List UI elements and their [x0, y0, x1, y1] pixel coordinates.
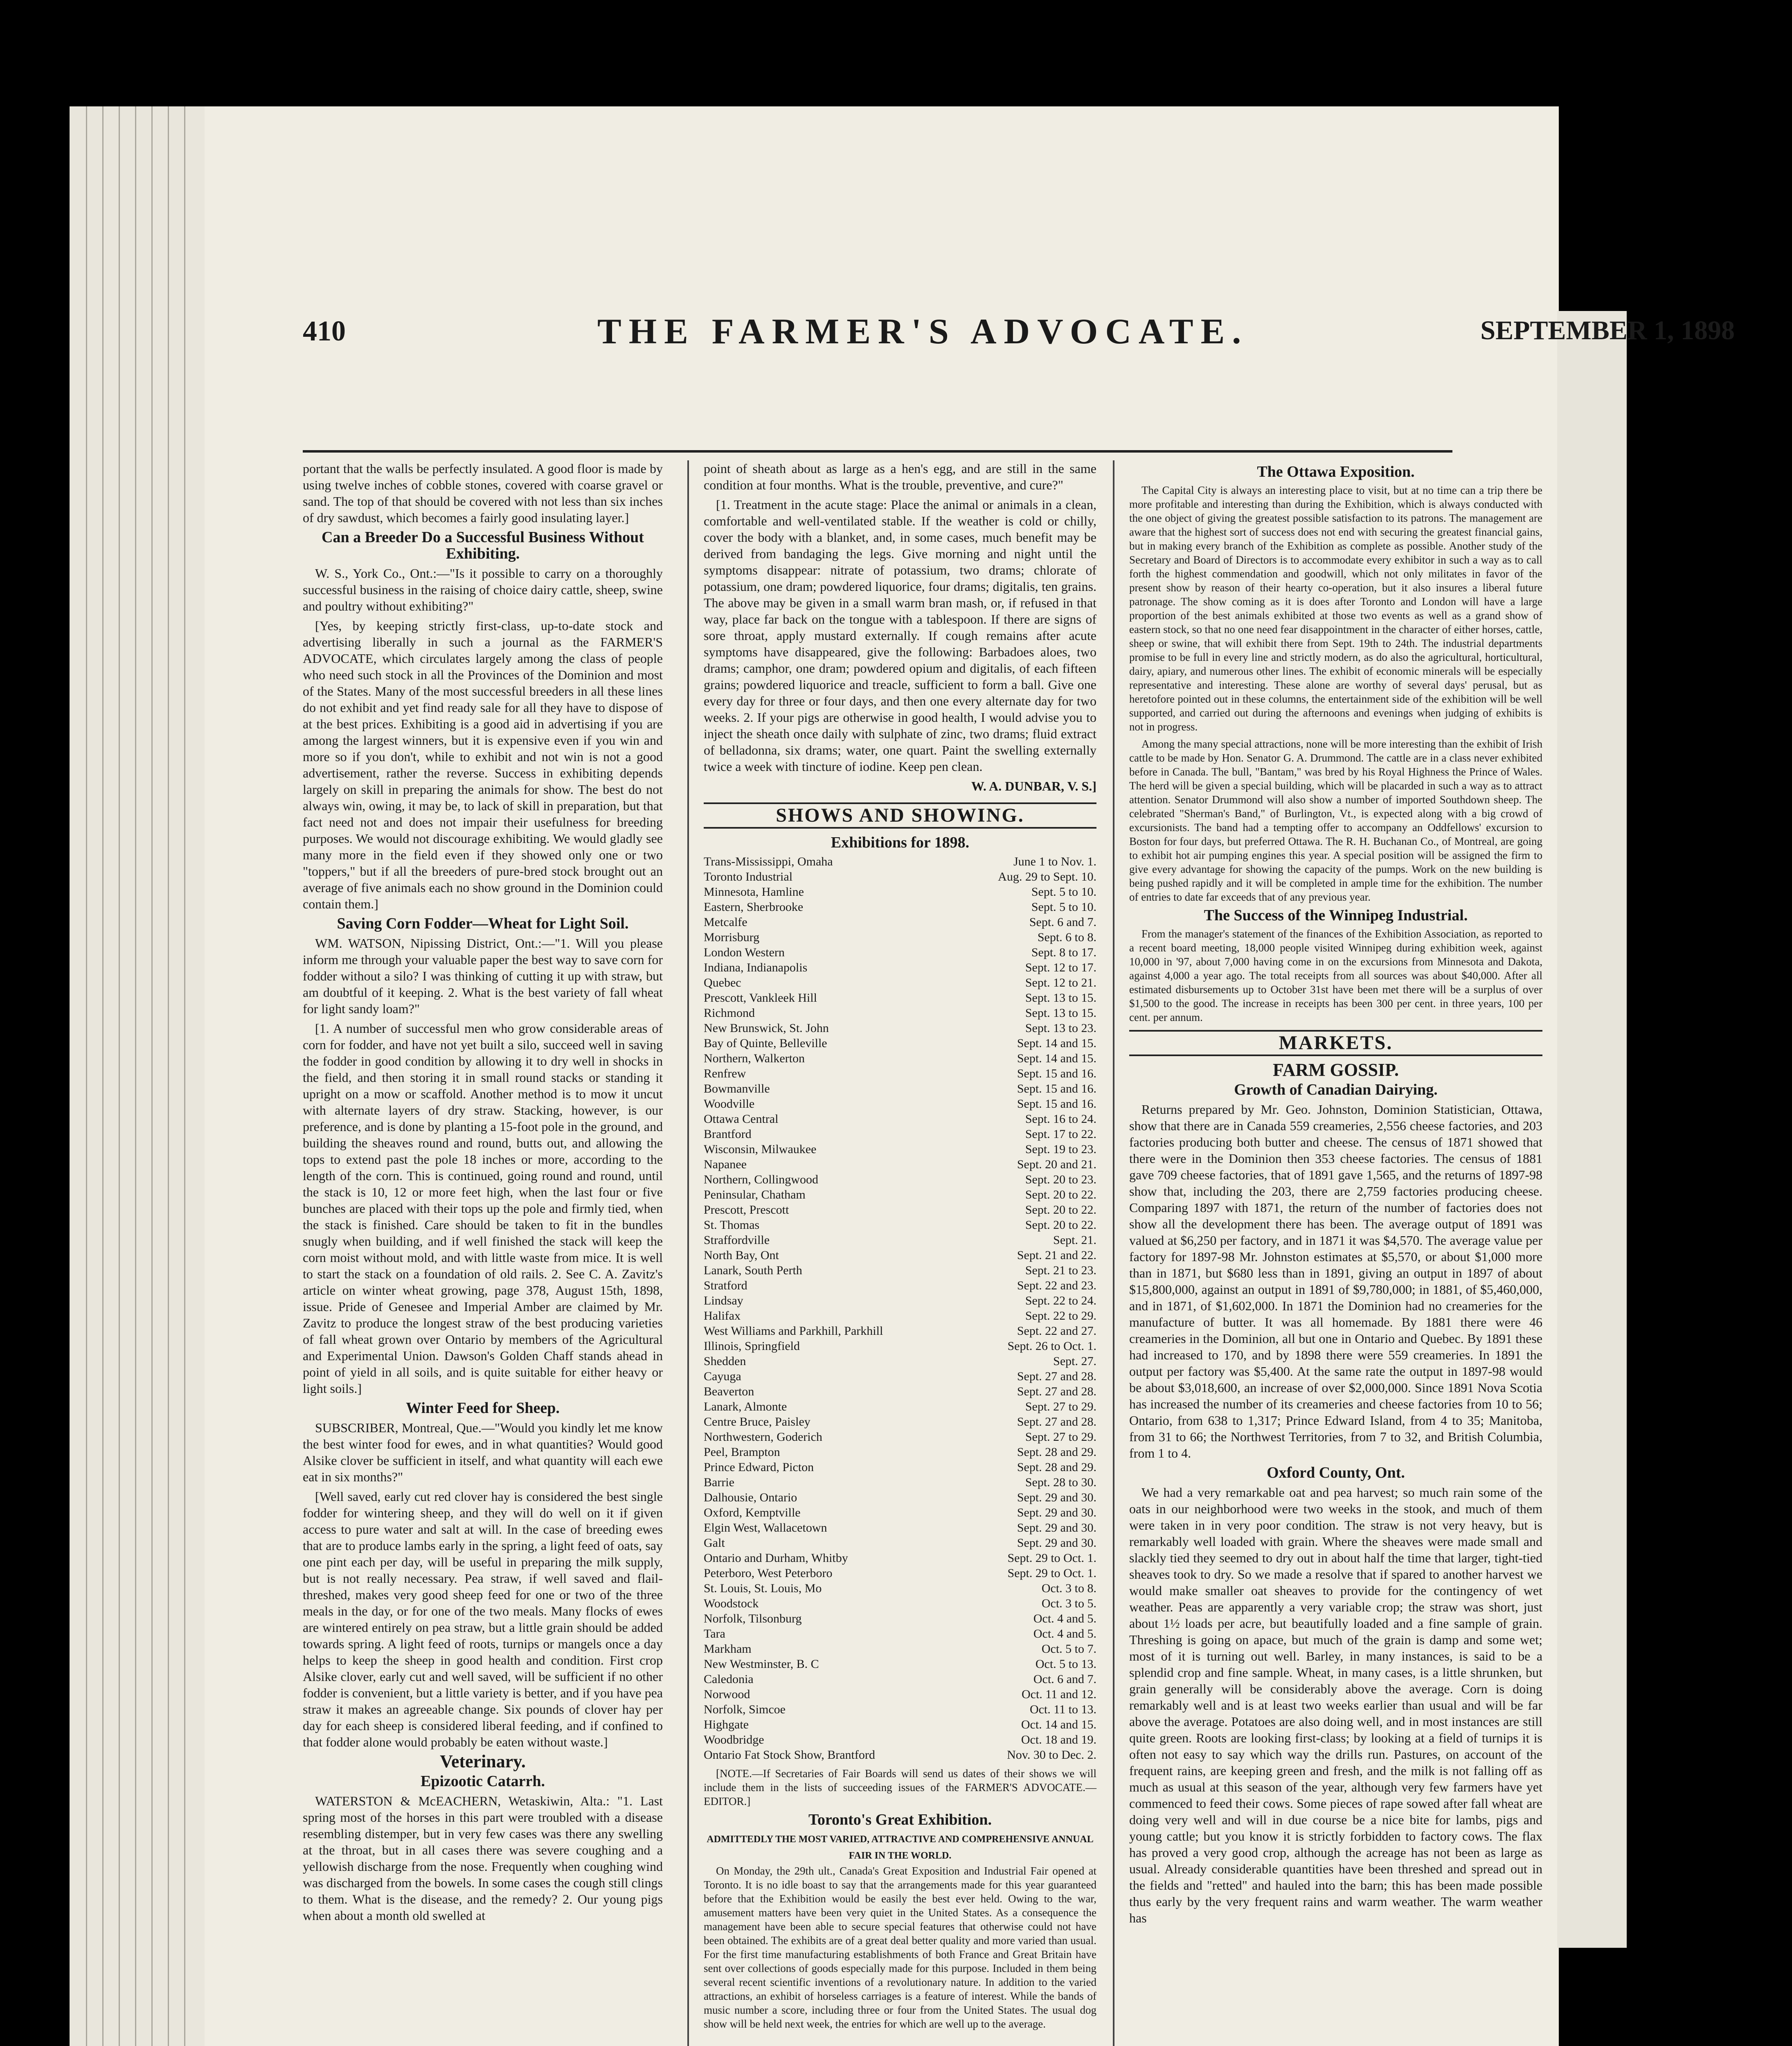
editor-note: [NOTE.—If Secretaries of Fair Boards will send us dates of their shows we will include them in the lists of succeeding issues of the FARMER'S ADVOCATE.—EDITOR.] [704, 1767, 1096, 1807]
exhibition-dates: Sept. 6 to 8. [1037, 931, 1096, 944]
exhibition-row [704, 1021, 1096, 1036]
exhibition-dates: Sept. 29 to Oct. 1. [1007, 1566, 1096, 1580]
exhibition-place: Northern, Walkerton [704, 1052, 805, 1065]
heading-winter-feed: Winter Feed for Sheep. [406, 1399, 560, 1417]
exhibition-dates: Sept. 20 to 22. [1025, 1218, 1096, 1232]
column-rule-1 [687, 460, 689, 2046]
exhibition-dates: Oct. 11 and 12. [1021, 1688, 1096, 1701]
exhibition-row [704, 1066, 1096, 1081]
exhibition-row [704, 1308, 1096, 1323]
paragraph: Among the many special attractions, none will be more interesting than the exhibit of Irish cattle to be made by Hon. Senator G. A. Drummond. The cattle are in a class never exhibited before in Canada. The bull, "Bantam," was bred by his Royal Highness the Prince of Wales. The herd will be given a special building, which will be placarded in such a way as to attract attention. Senator Drummond will also show a number of imported Southdown sheep. The celebrated "Sherman's Band," of Burlington, Vt., is expected along with a big crowd of excursionists. The band had a tempting offer to accompany an Oddfellows' excursion to Boston for four days, but preferred Ottawa. The R. H. Buchanan Co., of Montreal, are going to exhibit hot air pumping engines this year. A special position will be assigned the firm to give every advantage for showing the capacity of the pumps. Work on the new building is being pushed rapidly and it will be completed in ample time for the exhibition. The number of entries to date far exceeds that of any previous year. [1129, 738, 1542, 903]
exhibition-place: Metcalfe [704, 915, 747, 929]
exhibition-dates: Oct. 3 to 5. [1041, 1597, 1096, 1610]
exhibition-dates: Sept. 20 to 22. [1025, 1203, 1096, 1217]
exhibition-dates: Sept. 22 to 24. [1025, 1294, 1096, 1307]
exhibition-dates: Sept. 5 to 10. [1031, 885, 1096, 899]
exhibition-row [704, 1581, 1096, 1596]
paragraph: We had a very remarkable oat and pea harvest; so much rain some of the oats in our neighborhood were two weeks in the stook, and much of them were taken in in very poor condition. The straw is not very heavy, but is remarkably well loaded with grain. Where the sheaves were made small and slackly tied they seemed to dry out in about half the time that larger, tight-tied sheaves took to dry. So we made a resolve that if spared to another harvest we would make smaller oat sheaves to provide for the contingency of wet weather. Peas are apparently a very variable crop; the straw was short, just about 1½ loads per acre, but beautifully loaded and a fine sample of grain. Threshing is going on apace, but much of the grain is damp and some wet; most of it is turning out well. Barley, in many instances, is said to be a splendid crop and fine sample. Wheat, in many cases, is a little shrunken, but grain generally will be considerably above the average. Corn is doing remarkably well and is at least two weeks earlier than usual and will be far above the average. Potatoes are also doing well, and in most instances are still quite green. Roots are looking first-class; by looking at a field of turnips it is often not easy to say which way the drills run. Pastures, on account of the frequent rains, are keeping green and fresh, and the milk is not falling off as much as usual at this season of the year, although very few farmers have yet commenced to feed their cows. Some pieces of rape sowed after fall wheat are doing very well and will in due course be a nice bite for lambs, pigs and young cattle; but you know it is strictly forbidden to factory cows. The flax has proved a very good crop, although the acreage has not been as large as usual. Already considerable quantities have been threshed and spread out in the fields and "retted" and hauled into the barn; this has been made possible thus early by the very frequent rains and warm weather. The warm weather has [1129, 1485, 1542, 1925]
exhibition-row [704, 990, 1096, 1005]
exhibition-row [704, 1520, 1096, 1535]
exhibition-row [704, 930, 1096, 945]
exhibition-row [704, 1460, 1096, 1475]
subheading-toronto: ADMITTEDLY THE MOST VARIED, ATTRACTIVE AND COMPREHENSIVE ANNUAL FAIR IN THE WORLD. [707, 1834, 1094, 1861]
exhibition-dates: Sept. 29 to Oct. 1. [1007, 1551, 1096, 1565]
exhibition-dates: Sept. 20 to 22. [1025, 1188, 1096, 1201]
exhibition-place: Stratford [704, 1279, 747, 1292]
heading-breeder-exhibiting: Can a Breeder Do a Successful Business Without Exhibiting. [322, 529, 644, 562]
exhibition-row [704, 1354, 1096, 1369]
heading-toronto-exhibition: Toronto's Great Exhibition. [808, 1811, 992, 1828]
signature: W. A. DUNBAR, V. S.] [971, 779, 1096, 793]
exhibition-dates: Sept. 20 to 23. [1025, 1173, 1096, 1186]
exhibition-row [704, 1611, 1096, 1626]
heading-epizootic-catarrh: Epizootic Catarrh. [421, 1773, 545, 1790]
exhibition-dates: Sept. 29 and 30. [1017, 1491, 1096, 1504]
heading-corn-fodder: Saving Corn Fodder—Wheat for Light Soil. [337, 915, 629, 932]
paragraph: point of sheath about as large as a hen's egg, and are still in the same condition at four months. What is the trouble, preventive, and cure?" [704, 461, 1096, 492]
question: W. S., York Co., Ont.:—"Is it possible to carry on a thoroughly successful business in the raising of choice dairy cattle, sheep, swine and poultry without exhibiting?" [303, 566, 663, 613]
exhibition-row [704, 1248, 1096, 1263]
exhibition-place: Lanark, South Perth [704, 1264, 802, 1277]
exhibition-place: Cayuga [704, 1370, 741, 1383]
exhibition-dates: Sept. 27. [1053, 1354, 1096, 1368]
exhibition-row [704, 1444, 1096, 1460]
column-2 [704, 460, 1096, 2046]
paragraph: portant that the walls be perfectly insulated. A good floor is made by using twelve inches of cobble stones, covered with coarse gravel or sand. The top of that should be covered with not less than six inches of dry sawdust, which becomes a fairly good insulating layer.] [303, 461, 663, 525]
exhibition-row [704, 1732, 1096, 1747]
column-1 [303, 460, 663, 2046]
exhibition-place: Norwood [704, 1688, 750, 1701]
question: WATERSTON & McEACHERN, Wetaskiwin, Alta.: "1. Last spring most of the horses in this part were troubled with a disease resembling distemper, but in very few cases was there any swelling at the throat, but in all cases there was severe coughing and a yellowish discharge from the nose. Frequently when coughing wind was discharged from the bowels. In some cases the cough still clings to them. What is the disease, and the remedy? 2. Our young pigs when about a month old swelled at [303, 1794, 663, 1923]
exhibition-place: Wisconsin, Milwaukee [704, 1142, 817, 1156]
exhibition-place: Peel, Brampton [704, 1445, 780, 1459]
exhibition-dates: Oct. 4 and 5. [1033, 1627, 1096, 1640]
exhibition-place: Norfolk, Tilsonburg [704, 1612, 802, 1625]
exhibition-row [704, 869, 1096, 884]
exhibition-dates: Oct. 11 to 13. [1029, 1703, 1096, 1716]
page-number: 410 [303, 315, 346, 347]
exhibition-row [704, 1717, 1096, 1732]
exhibition-dates: Sept. 5 to 10. [1031, 900, 1096, 914]
exhibition-row [704, 1172, 1096, 1187]
answer: [1. Treatment in the acute stage: Place the animal or animals in a clean, comfortable and well-ventilated stable. If the weather is cold or chilly, cover the body with a blanket, and, in some cases, much benefit may be derived from bandaging the legs. Give morning and night until the symptoms disappear: nitrate of potassium, two drams; chlorate of potassium, one dram; powdered liquorice, four drams; digitalis, ten grains. The above may be given in a small warm bran mash, or, if refused in that way, place far back on the tongue with a tablespoon. If there are signs of sore throat, apply mustard externally. If cough remains after acute symptoms have disappeared, give the following: Barbadoes aloes, two drams; camphor, one dram; powdered opium and digitalis, of each fifteen grains; powdered liquorice and treacle, sufficient to form a ball. Give one every day for three or four days, and then one every alternate day for two weeks. 2. If your pigs are otherwise in good health, I would advise you to inject the sheath once daily with sulphate of zinc, two drams; fluid extract of belladonna, six drams; water, one quart. Paint the swelling externally twice a week with tincture of iodine. Keep pen clean. [704, 497, 1096, 774]
exhibition-dates: Oct. 5 to 7. [1041, 1642, 1096, 1656]
exhibition-place: New Brunswick, St. John [704, 1021, 829, 1035]
exhibition-place: Dalhousie, Ontario [704, 1491, 797, 1504]
exhibition-row [704, 1702, 1096, 1717]
exhibition-place: Shedden [704, 1354, 746, 1368]
heading-farm-gossip: FARM GOSSIP. [1272, 1060, 1399, 1080]
exhibitions-list [704, 854, 1096, 1762]
exhibition-place: Peterboro, West Peterboro [704, 1566, 833, 1580]
column-3 [1129, 460, 1542, 2046]
exhibition-dates: Sept. 6 and 7. [1029, 915, 1096, 929]
exhibition-row [704, 1626, 1096, 1641]
heading-veterinary: Veterinary. [440, 1751, 526, 1771]
exhibition-dates: Sept. 13 to 15. [1025, 991, 1096, 1005]
exhibition-row [704, 1505, 1096, 1520]
exhibition-row [704, 1051, 1096, 1066]
exhibition-row [704, 1338, 1096, 1354]
exhibition-place: St. Louis, St. Louis, Mo [704, 1582, 822, 1595]
exhibition-dates: Oct. 3 to 8. [1041, 1582, 1096, 1595]
heading-ottawa-exposition: The Ottawa Exposition. [1257, 463, 1415, 480]
exhibition-place: Indiana, Indianapolis [704, 961, 808, 974]
page-header [303, 311, 1792, 356]
exhibition-row [704, 1550, 1096, 1566]
exhibition-place: Oxford, Kemptville [704, 1506, 801, 1519]
header-rule [303, 450, 1452, 453]
exhibition-row [704, 1142, 1096, 1157]
exhibition-place: Woodville [704, 1097, 755, 1111]
exhibition-row [704, 1111, 1096, 1127]
exhibition-dates: Sept. 12 to 21. [1025, 976, 1096, 989]
exhibition-dates: Sept. 21 to 23. [1025, 1264, 1096, 1277]
adjacent-page-strip [1557, 311, 1627, 1948]
exhibition-row [704, 1490, 1096, 1505]
answer: [1. A number of successful men who grow considerable areas of corn for fodder, and have not yet built a silo, succeed well in saving the fodder in good condition by allowing it to dry well in shocks in the field, and then storing it in small round stacks or standing it upright on a mow or scaffold. Another method is to mow it uncut with alternate layers of dry straw. Stacking, however, is our preference, and is done by planting a 15-foot pole in the ground, and building the sheaves round and round, butts out, and allowing the tops to extend past the pole 18 inches or more, according to the length of the corn. This is continued, going round and round, until the stack is 10, 12 or more feet high, when the last four or five bunches are placed with their tops up the pole and firmly tied, when the stack is finished. Care should be taken to fit in the bundles snugly when building, and if well finished the stack will keep the corn moist without mold, and with little waste from mice. It is well to start the stack on a foundation of old rails. 2. See C. A. Zavitz's article on winter wheat growing, page 378, August 15th, 1898, issue. Pride of Genesee and Imperial Amber are claimed by Mr. Zavitz to produce the longest straw of the best producing varieties of fall wheat grown over Ontario by members of the Agricultural and Experimental Union. Dawson's Golden Chaff stands ahead in point of yield in all soils, and is quite suitable for either heavy or light soils.] [303, 1021, 663, 1396]
exhibition-place: Minnesota, Hamline [704, 885, 804, 899]
exhibition-dates: Sept. 22 to 29. [1025, 1309, 1096, 1323]
exhibition-place: Quebec [704, 976, 741, 989]
question: SUBSCRIBER, Montreal, Que.—"Would you kindly let me know the best winter food for ewes, and in what quantities? Would good Alsike clover be sufficient in itself, and what quantity will each ewe eat in six months?" [303, 1420, 663, 1484]
exhibition-place: Elgin West, Wallacetown [704, 1521, 827, 1534]
exhibition-dates: Sept. 27 and 28. [1017, 1415, 1096, 1429]
exhibition-dates: Sept. 21. [1053, 1233, 1096, 1247]
exhibition-place: New Westminster, B. C [704, 1657, 819, 1671]
exhibition-dates: Sept. 20 and 21. [1017, 1158, 1096, 1171]
issue-date: SEPTEMBER 1, 1898 [1480, 315, 1735, 345]
exhibition-dates: Oct. 6 and 7. [1033, 1672, 1096, 1686]
newspaper-title: THE FARMER'S ADVOCATE. [597, 312, 1249, 352]
exhibition-dates: Sept. 21 and 22. [1017, 1248, 1096, 1262]
exhibition-dates: Oct. 5 to 13. [1035, 1657, 1096, 1671]
exhibition-dates: Sept. 27 to 29. [1025, 1400, 1096, 1413]
exhibition-dates: Sept. 19 to 23. [1025, 1142, 1096, 1156]
exhibition-dates: Oct. 4 and 5. [1033, 1612, 1096, 1625]
exhibition-place: Norfolk, Simcoe [704, 1703, 786, 1716]
exhibition-place: Galt [704, 1536, 725, 1550]
column-rule-2 [1113, 460, 1114, 2046]
exhibition-place: Northwestern, Goderich [704, 1430, 822, 1444]
exhibition-place: Bowmanville [704, 1082, 770, 1095]
exhibition-place: Bay of Quinte, Belleville [704, 1037, 827, 1050]
question: WM. WATSON, Nipissing District, Ont.:—"1. Will you please inform me through your valuable paper the best way to save corn for fodder without a silo? I was thinking of cutting it up with straw, but am doubtful of it keeping. 2. What is the best variety of fall wheat for light sandy loam?" [303, 936, 663, 1016]
exhibition-place: Northern, Collingwood [704, 1173, 818, 1186]
exhibition-dates: Nov. 30 to Dec. 2. [1007, 1748, 1096, 1762]
exhibition-row [704, 854, 1096, 869]
exhibition-dates: Sept. 8 to 17. [1031, 946, 1096, 959]
exhibition-place: Ottawa Central [704, 1112, 779, 1126]
exhibition-place: Lanark, Almonte [704, 1400, 787, 1413]
heading-canadian-dairying: Growth of Canadian Dairying. [1234, 1081, 1438, 1098]
exhibition-row [704, 1005, 1096, 1021]
exhibition-place: Napanee [704, 1158, 747, 1171]
exhibition-row [704, 1263, 1096, 1278]
exhibition-dates: Sept. 12 to 17. [1025, 961, 1096, 974]
exhibition-place: Highgate [704, 1718, 749, 1731]
exhibition-dates: Sept. 15 and 16. [1017, 1067, 1096, 1080]
heading-exhibitions: Exhibitions for 1898. [831, 834, 970, 851]
exhibition-place: Morrisburg [704, 931, 760, 944]
heading-winnipeg-industrial: The Success of the Winnipeg Industrial. [1204, 907, 1468, 924]
exhibition-dates: Sept. 22 and 23. [1017, 1279, 1096, 1292]
paragraph: Returns prepared by Mr. Geo. Johnston, Dominion Statistician, Ottawa, show that there are in Canada 559 creameries, 2,556 cheese factories, and 203 factories producing both butter and cheese. The census of 1871 showed that there were in the Dominion then 353 cheese factories. The census of 1881 gave 709 cheese factories, that of 1891 gave 1,565, and the returns of 1897-98 show that, including the 203, there are 2,759 factories producing cheese. Comparing 1897 with 1871, the return of the number of factories does not show all the development there has been. The average output of 1891 was valued at $6,250 per factory, and in 1871 it was $4,570. The average value per factory for 1897-98 Mr. Johnston estimates at $5,570, or about $1,000 more than in 1871, but $680 less than in 1891, giving an output in 1897 of about $15,800,000, against an output in 1891 of $9,780,000; in 1881, of $5,460,000, and in 1871, of $1,602,000. In 1871 the Dominion had no creameries for the manufacture of butter. It was all homemade. By 1881 there were 46 creameries in the Dominion, all but one in Ontario and Quebec. By 1891 these had increased to 170, and by 1898 there were 559 creameries. In 1891 the output per factory was $5,400. At the same rate the output in 1897-98 would be about $3,018,600, an increase of over $2,000,000. Since 1891 Nova Scotia has increased the number of its creameries and cheese factories from 10 to 56; Ontario, from 638 to 1,317; Prince Edward Island, from 4 to 35; Manitoba, from 31 to 66; the Northwest Territories, from 7 to 32, and British Columbia, from 1 to 4. [1129, 1102, 1542, 1460]
exhibition-dates: Sept. 15 and 16. [1017, 1097, 1096, 1111]
exhibition-dates: Sept. 17 to 22. [1025, 1127, 1096, 1141]
exhibition-dates: Oct. 14 and 15. [1021, 1718, 1096, 1731]
exhibition-dates: Sept. 14 and 15. [1017, 1052, 1096, 1065]
exhibition-dates: Aug. 29 to Sept. 10. [998, 870, 1096, 883]
heading-shows-and-showing: SHOWS AND SHOWING. [704, 802, 1096, 829]
exhibition-place: Halifax [704, 1309, 741, 1323]
exhibition-dates: Sept. 27 and 28. [1017, 1370, 1096, 1383]
exhibition-row [704, 1747, 1096, 1762]
exhibition-row [704, 1384, 1096, 1399]
exhibition-row [704, 915, 1096, 930]
exhibition-row [704, 1429, 1096, 1444]
exhibition-place: Prescott, Prescott [704, 1203, 789, 1217]
exhibition-place: Trans-Mississippi, Omaha [704, 855, 833, 868]
exhibition-row [704, 1202, 1096, 1217]
exhibition-row [704, 1596, 1096, 1611]
exhibition-dates: Sept. 28 and 29. [1017, 1445, 1096, 1459]
exhibition-row [704, 1278, 1096, 1293]
exhibition-place: West Williams and Parkhill, Parkhill [704, 1324, 883, 1338]
exhibition-row [704, 884, 1096, 899]
exhibition-place: Brantford [704, 1127, 752, 1141]
paragraph: The Capital City is always an interesting place to visit, but at no time can a trip there be more profitable and interesting than during the Exhibition, which is always conducted with the one object of giving the greatest possible satisfaction to its patrons. The management are aware that the highest sort of success does not end with securing the greatest financial gains, but in making every branch of the Exhibition as complete as possible. Another study of the Secretary and Board of Directors is to accommodate every exhibitor in such a way as to call forth the highest commendation and goodwill, which not only militates in favor of the present show by reason of their hearty co-operation, but it also insures a liberal future patronage. The show coming as it is does after Toronto and London will have a large proportion of the best animals exhibited at those two events as well as a grand show of eastern stock, so that no one need fear disappointment in the character of either horses, cattle, sheep or swine, that will exhibit there from Sept. 19th to 24th. The industrial departments promise to be full in every line and strictly modern, as do also the agricultural, horticultural, dairy, apiary, and numerous other lines. The exhibit of economic minerals will be especially representative and interesting. These alone are worthy of several days' perusal, but as heretofore pointed out in these columns, the entertainment side of the exhibition will be well supported, and carried out during the afternoons and evenings when judging of exhibits is not in progress. [1129, 484, 1542, 733]
exhibition-place: Woodbridge [704, 1733, 764, 1746]
exhibition-place: Prescott, Vankleek Hill [704, 991, 817, 1005]
exhibition-row [704, 1217, 1096, 1233]
exhibition-row [704, 1399, 1096, 1414]
exhibition-place: Woodstock [704, 1597, 759, 1610]
exhibition-row [704, 899, 1096, 915]
exhibition-dates: Sept. 16 to 24. [1025, 1112, 1096, 1126]
exhibition-row [704, 1641, 1096, 1656]
exhibition-dates: Sept. 22 and 27. [1017, 1324, 1096, 1338]
exhibition-place: Tara [704, 1627, 725, 1640]
exhibition-place: Centre Bruce, Paisley [704, 1415, 810, 1429]
exhibition-row [704, 1687, 1096, 1702]
heading-markets: MARKETS. [1129, 1030, 1542, 1056]
exhibition-place: Lindsay [704, 1294, 743, 1307]
exhibition-dates: Sept. 27 and 28. [1017, 1385, 1096, 1398]
exhibition-row [704, 1323, 1096, 1338]
exhibition-dates: Oct. 18 and 19. [1021, 1733, 1096, 1746]
exhibition-row [704, 960, 1096, 975]
exhibition-place: Illinois, Springfield [704, 1339, 800, 1353]
exhibition-dates: Sept. 29 and 30. [1017, 1521, 1096, 1534]
paragraph: On Monday, the 29th ult., Canada's Great Exposition and Industrial Fair opened at Toronto. It is no idle boast to say that the arrangements made for this year guaranteed before that the Exhibition would be easily the best ever held. Owing to the war, amusement matters have been very quiet in the United States. As a consequence the management have been able to secure special features that otherwise could not have been obtained. The exhibits are of a great deal better quality and more varied than usual. For the first time manufacturing establishments of both France and Great Britain have sent over collections of goods especially made for this purpose. Included in them being several recent scientific inventions of a revolutionary nature. In addition to the varied attractions, an exhibit of horseless carriages is a feature of interest. While the bands of music number a score, including three or four from the United States. The usual dog show will be held next week, the entries for which are well up to the average. [704, 1865, 1096, 2030]
exhibition-place: Markham [704, 1642, 752, 1656]
exhibition-dates: Sept. 14 and 15. [1017, 1037, 1096, 1050]
exhibition-place: Ontario Fat Stock Show, Brantford [704, 1748, 875, 1762]
exhibition-place: Toronto Industrial [704, 870, 793, 883]
exhibition-row [704, 1081, 1096, 1096]
exhibition-dates: Sept. 13 to 15. [1025, 1006, 1096, 1020]
exhibition-row [704, 945, 1096, 960]
exhibition-place: Ontario and Durham, Whitby [704, 1551, 848, 1565]
exhibition-row [704, 1187, 1096, 1202]
exhibition-dates: Sept. 28 to 30. [1025, 1476, 1096, 1489]
exhibition-row [704, 1157, 1096, 1172]
heading-oxford-county: Oxford County, Ont. [1267, 1464, 1405, 1481]
exhibition-place: Caledonia [704, 1672, 754, 1686]
exhibition-dates: Sept. 27 to 29. [1025, 1430, 1096, 1444]
exhibition-dates: Sept. 15 and 16. [1017, 1082, 1096, 1095]
exhibition-place: Barrie [704, 1476, 734, 1489]
exhibition-place: Richmond [704, 1006, 755, 1020]
exhibition-row [704, 1535, 1096, 1550]
exhibition-row [704, 1566, 1096, 1581]
exhibition-row [704, 1293, 1096, 1308]
exhibition-dates: Sept. 13 to 23. [1025, 1021, 1096, 1035]
exhibition-row [704, 975, 1096, 990]
exhibition-row [704, 1127, 1096, 1142]
exhibition-place: Renfrew [704, 1067, 746, 1080]
exhibition-place: Eastern, Sherbrooke [704, 900, 804, 914]
exhibition-row [704, 1475, 1096, 1490]
exhibition-place: London Western [704, 946, 785, 959]
answer: [Yes, by keeping strictly first-class, up-to-date stock and advertising liberally in such a journal as the FARMER'S ADVOCATE, which circulates largely among the class of people who need such stock in all the Provinces of the Dominion and most of the States. Many of the most successful breeders in all these lines do not exhibit and yet find ready sale for all they have to dispose of at the best prices. Exhibiting is a good aid in advertising if you are among the largest winners, but it is expensive even if you win and more so if you don't, while to exhibit and not win is not a good advertisement, rather the reverse. Success in exhibiting depends largely on skill in preparing the animals for show. The best do not always win, owing, it may be, to lack of skill in preparation, but that fact need not and does not impair their usefulness for breeding purposes. We would not discourage exhibiting. We would gladly see many more in the field even if they showed only one or two "toppers," but if all the breeders of pure-bred stock brought out an average of five animals each no show ground in the Dominion could contain them.] [303, 618, 663, 911]
exhibition-place: North Bay, Ont [704, 1248, 779, 1262]
exhibition-row [704, 1233, 1096, 1248]
exhibition-place: Beaverton [704, 1385, 754, 1398]
exhibition-place: Peninsular, Chatham [704, 1188, 806, 1201]
answer: [Well saved, early cut red clover hay is considered the best single fodder for wintering sheep, and they will do well on it if given access to pure water and salt at will. In the case of breeding ewes that are to produce lambs early in the spring, a light feed of oats, say one pint each per day, will be useful in preparing the milk supply, but is not really necessary. Pea straw, if well saved and flail-threshed, makes very good sheep feed for one or two of the three meals in the day, or for one of the two meals. Many flocks of ewes are wintered entirely on pea straw, but a little grain should be added towards spring. A light feed of roots, turnips or mangels once a day helps to keep the sheep in good health and condition. First crop Alsike clover, early cut and well saved, will be sufficient if no other fodder is convenient, but a little variety is better, and if you have pea straw it makes an agreeable change. Six pounds of clover hay per day for each sheep is considered liberal feeding, and if confined to that fodder alone would probably be eaten without waste.] [303, 1489, 663, 1749]
exhibition-row [704, 1414, 1096, 1429]
exhibition-dates: Sept. 29 and 30. [1017, 1506, 1096, 1519]
exhibition-row [704, 1096, 1096, 1111]
paragraph: From the manager's statement of the finances of the Exhibition Association, as reported to a recent board meeting, 18,000 people visited Winnipeg during exhibition week, against 10,000 in '97, about 7,000 having come in on the excursions from Minnesota and Dakota, against 4,000 a year ago. The total receipts from all sources was about $40,000. After all estimated disbursements up to October 31st have been met there will be a surplus of over $1,500 to the good. The increase in receipts has been 300 per cent. in three years, 100 per cent. per annum. [1129, 928, 1542, 1023]
exhibition-dates: Sept. 26 to Oct. 1. [1007, 1339, 1096, 1353]
exhibition-row [704, 1672, 1096, 1687]
exhibition-dates: June 1 to Nov. 1. [1013, 855, 1096, 868]
exhibition-row [704, 1369, 1096, 1384]
exhibition-place: Prince Edward, Picton [704, 1460, 814, 1474]
exhibition-row [704, 1656, 1096, 1672]
exhibition-place: Straffordville [704, 1233, 770, 1247]
exhibition-row [704, 1036, 1096, 1051]
exhibition-place: St. Thomas [704, 1218, 760, 1232]
exhibition-dates: Sept. 28 and 29. [1017, 1460, 1096, 1474]
exhibition-dates: Sept. 29 and 30. [1017, 1536, 1096, 1550]
book-page-edges [70, 106, 205, 2046]
